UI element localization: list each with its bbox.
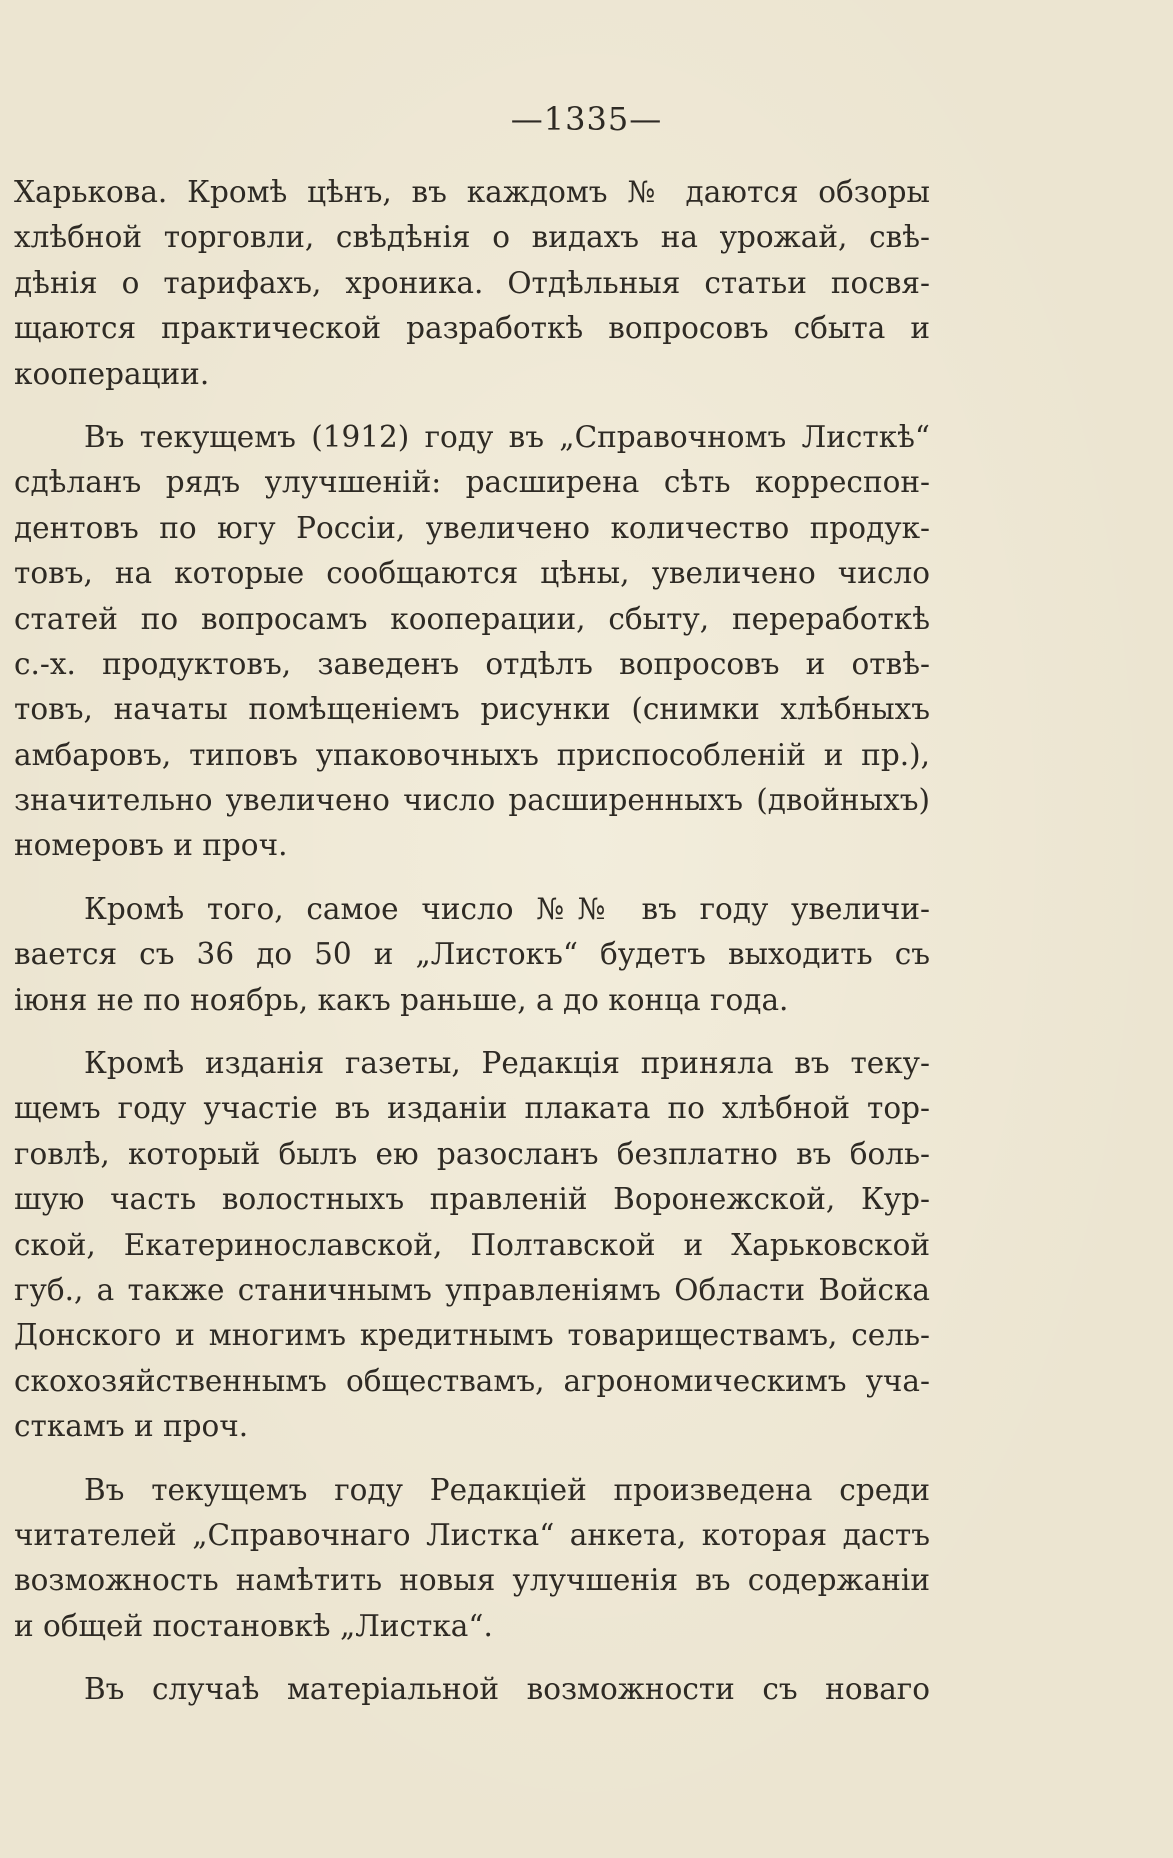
paragraph-2	[14, 415, 930, 869]
text-line: дентовъ по югу Россіи, увеличено количество продук-	[14, 510, 930, 545]
text-line: Въ текущемъ году Редакціей произведена среди	[84, 1472, 930, 1507]
text-line: читателей „Справочнаго Листка“ анкета, которая дастъ	[14, 1517, 930, 1552]
paragraph-3	[14, 887, 930, 1023]
text-line: щаются практической разработкѣ вопросовъ сбыта и	[14, 311, 930, 346]
paragraph-6	[14, 1667, 930, 1712]
text-line: значительно увеличено число расширенныхъ (двойныхъ)	[14, 783, 930, 818]
text-line: Донского и многимъ кредитнымъ товариществамъ, сель-	[14, 1318, 930, 1353]
text-line: Кромѣ того, самое число №№ въ году увеличи-	[84, 891, 930, 926]
text-line: сдѣланъ рядъ улучшеній: расширена сѣть корреспон-	[14, 465, 930, 500]
text-line: Кромѣ изданія газеты, Редакція приняла въ теку-	[84, 1046, 930, 1081]
paragraph-4	[14, 1041, 930, 1450]
page-number: —1335—	[510, 100, 663, 138]
text-line: дѣнія о тарифахъ, хроника. Отдѣльныя статьи посвя-	[14, 265, 930, 300]
body-text	[14, 170, 930, 1713]
text-line: и общей постановкѣ „Листка“.	[14, 1608, 493, 1643]
paragraph-5	[14, 1468, 930, 1650]
text-line: Въ текущемъ (1912) году въ „Справочномъ Листкѣ“	[84, 419, 930, 454]
text-line: щемъ году участіе въ изданіи плаката по хлѣбной тор-	[14, 1091, 930, 1126]
text-line: шую часть волостныхъ правленій Воронежской, Кур-	[14, 1182, 930, 1217]
text-line: сткамъ и проч.	[14, 1409, 249, 1444]
text-line: возможность намѣтить новыя улучшенія въ содержаніи	[14, 1563, 930, 1598]
text-line: Въ случаѣ матеріальной возможности съ новаго	[84, 1672, 930, 1707]
text-line: губ., а также станичнымъ управленіямъ Области Войска	[14, 1272, 930, 1307]
text-line: вается съ 36 до 50 и „Листокъ“ будетъ выходить съ	[14, 937, 930, 972]
text-line: хлѣбной торговли, свѣдѣнія о видахъ на урожай, свѣ-	[14, 220, 930, 255]
text-line: ской, Екатеринославской, Полтавской и Харьковской	[14, 1227, 930, 1262]
text-line: номеровъ и проч.	[14, 828, 288, 863]
text-line: статей по вопросамъ кооперации, сбыту, переработкѣ	[14, 601, 930, 636]
text-line: говлѣ, который былъ ею разосланъ безплатно въ боль-	[14, 1136, 930, 1171]
text-line: товъ, начаты помѣщеніемъ рисунки (снимки хлѣбныхъ	[14, 692, 930, 727]
text-line: іюня не по ноябрь, какъ раньше, а до конца года.	[14, 982, 789, 1017]
text-line: товъ, на которые сообщаются цѣны, увеличено число	[14, 556, 930, 591]
text-line: амбаровъ, типовъ упаковочныхъ приспособленій и пр.),	[14, 737, 930, 772]
text-line: кооперации.	[14, 356, 210, 391]
text-line: скохозяйственнымъ обществамъ, агрономическимъ уча-	[14, 1363, 930, 1398]
text-line: с.-х. продуктовъ, заведенъ отдѣлъ вопросовъ и отвѣ-	[14, 646, 930, 681]
paragraph-1	[14, 170, 930, 397]
text-line: Харькова. Кромѣ цѣнъ, въ каждомъ № даются обзоры	[14, 175, 930, 209]
